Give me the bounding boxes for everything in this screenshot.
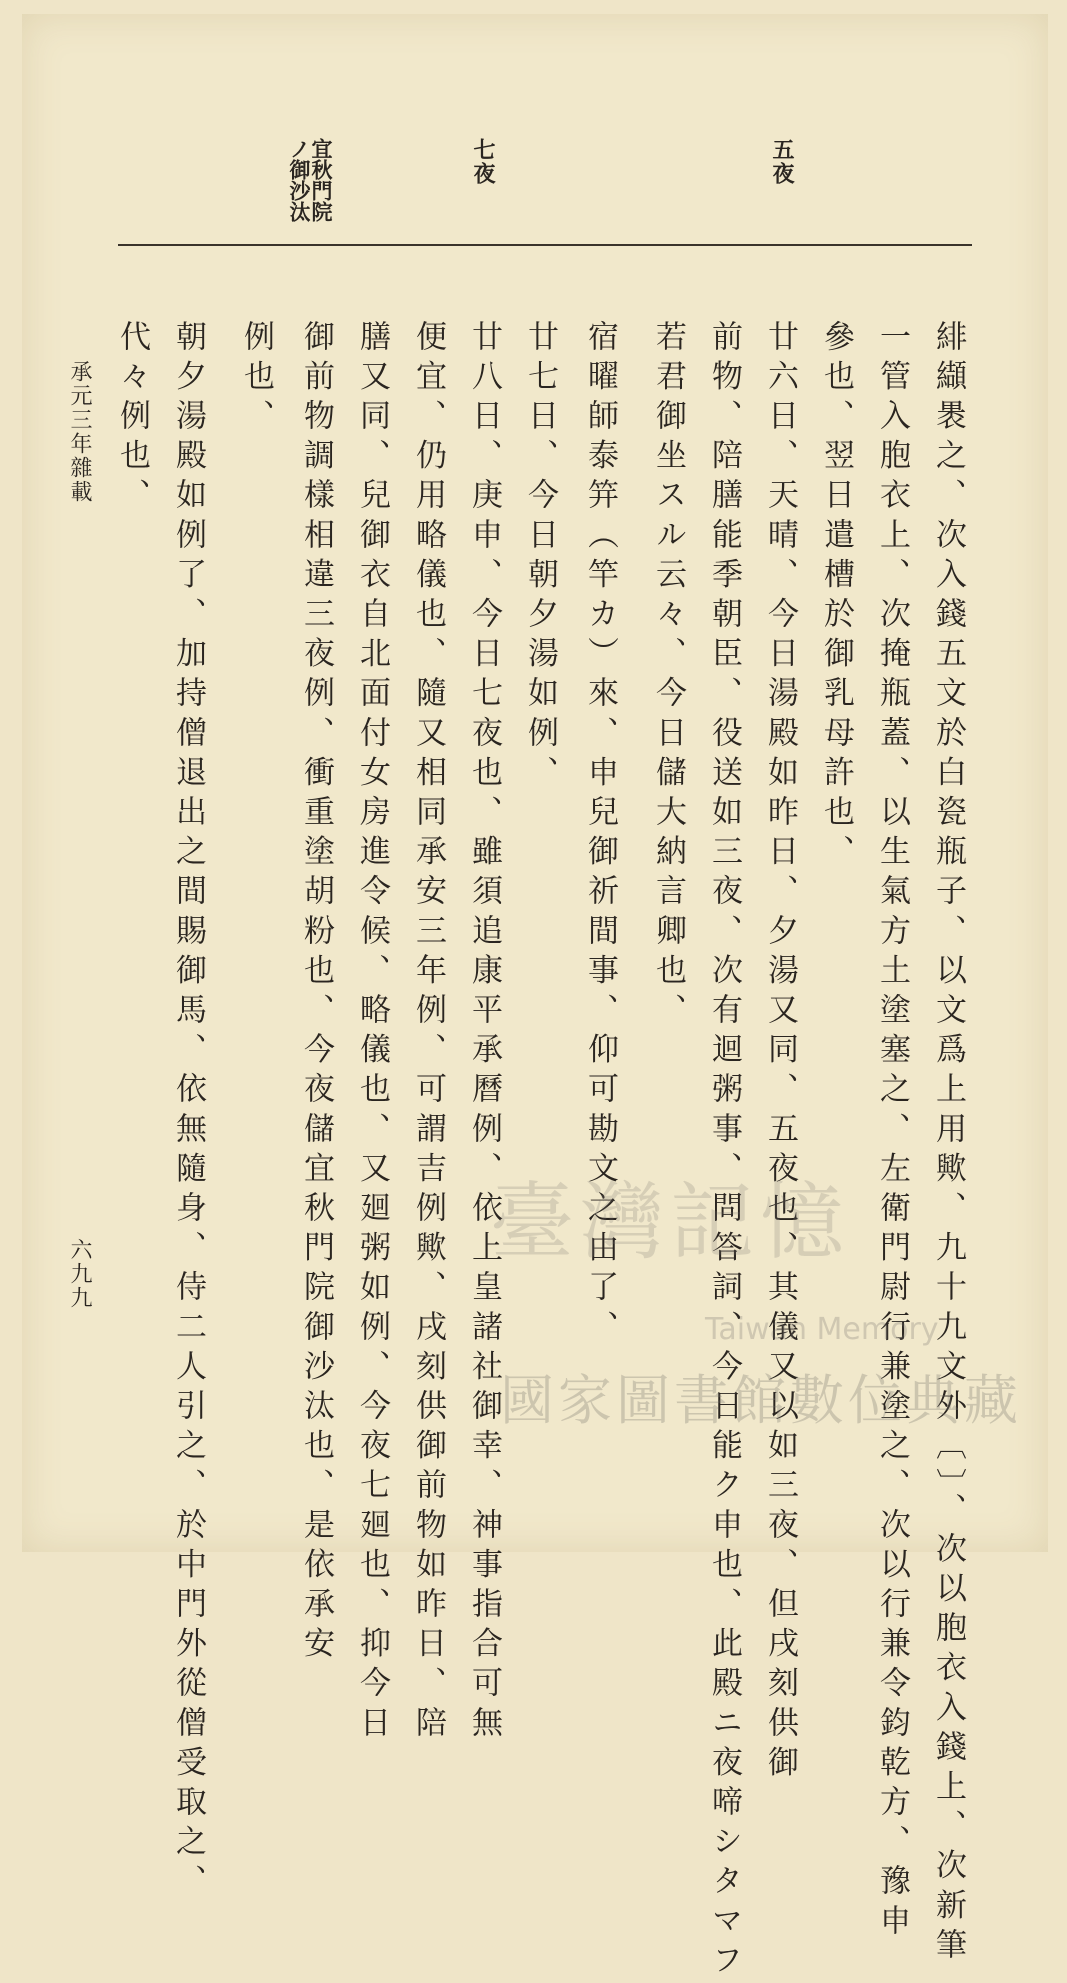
body-column-11: 膳又同、兒御衣自北面付女房進令候、略儀也、又廻粥如例、今夜七廻也、抑今日 xyxy=(354,320,390,1746)
body-column-15: 代々例也、 xyxy=(114,320,150,518)
body-column-6: 若君御坐スル云々、今日儲大納言卿也、 xyxy=(650,320,686,1033)
body-column-7: 宿曜師泰笄（竿カ）來、申兒御祈間事、仰可勘文之由了、 xyxy=(582,320,618,1350)
body-column-12: 御前物調樣相違三夜例、衝重塗胡粉也、今夜儲宜秋門院御沙汰也、是依承安 xyxy=(298,320,334,1667)
margin-heading-seventh-night: 七夜 xyxy=(470,138,496,186)
body-column-9: 廿八日、庚申、今日七夜也、雖須追康平承曆例、依上皇諸社御幸、神事指合可無 xyxy=(466,320,502,1746)
body-column-8: 廿七日、今日朝夕湯如例、 xyxy=(522,320,558,796)
page-number: 六九九 xyxy=(67,1238,92,1310)
body-column-10: 便宜、仍用略儀也、隨又相同承安三年例、可謂吉例歟、戌刻供御前物如昨日、陪 xyxy=(410,320,446,1746)
body-column-3: 參也、翌日遣槽於御乳母許也、 xyxy=(818,320,854,875)
margin-heading-fifth-night: 五夜 xyxy=(769,138,795,186)
watermark-organization: 國家圖書館數位典藏 xyxy=(500,1369,1022,1432)
header-divider-rule xyxy=(118,244,972,246)
margin-heading-gishumonin-line2: ノ御沙汰 xyxy=(287,138,312,222)
watermark-logo-text: 臺灣記憶 xyxy=(490,1173,851,1271)
watermark-english: Taiwan Memory xyxy=(705,1312,939,1347)
body-column-2: 一管入胞衣上、次掩瓶蓋、以生氣方土塗塞之、左衛門尉行兼塗之、次以行兼令鈞乾方、豫申 xyxy=(874,320,910,1944)
body-column-13: 例也、 xyxy=(238,320,274,439)
body-column-14: 朝夕湯殿如例了、加持僧退出之間賜御馬、依無隨身、侍二人引之、於中門外從僧受取之、 xyxy=(170,320,206,1904)
body-column-1: 緋纈褁之、次入錢五文於白瓷瓶子、以文爲上用歟、九十九文外〔〕、次以胞衣入錢上、次新筆 xyxy=(930,320,966,1968)
margin-heading-gishumonin-line1: 宜秋門院 xyxy=(309,138,334,222)
body-column-5: 前物、陪膳能季朝臣、役送如三夜、次有迴粥事、問答詞、今日能ク申也、此殿ニ夜啼シタマフ xyxy=(706,320,742,1983)
body-column-4: 廿六日、天晴、今日湯殿如昨日、夕湯又同、五夜也、其儀又以如三夜、但戌刻供御 xyxy=(762,320,798,1786)
running-title: 承元三年雜載 xyxy=(67,360,92,504)
